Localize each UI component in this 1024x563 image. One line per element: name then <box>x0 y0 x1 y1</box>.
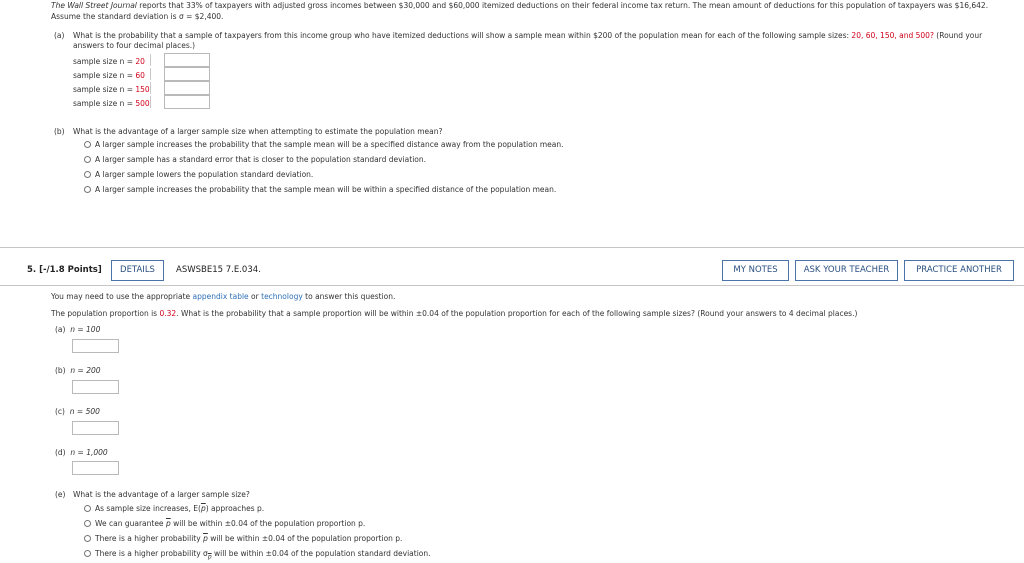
part-e-label: (e) <box>55 490 66 499</box>
part-b-question: What is the advantage of a larger sample size when attempting to estimate the population mean? <box>73 127 443 136</box>
sample-size-label: sample size n = 150 <box>73 85 150 94</box>
population-proportion: 0.32 <box>159 309 177 318</box>
radio-option[interactable]: There is a higher probability $\overline{p}$ will be within ±0.04 of the population proportion p. <box>84 534 402 543</box>
sample-size-label: sample size n = 60 <box>73 71 145 80</box>
question-prompt: The population proportion is 0.32. What is the probability that a sample proportion will be within ±0.04 of the population proportion for each of the following sample sizes? (Round your answers to 4 decimal places.) <box>51 309 858 318</box>
question-number: 5. [-/1.8 Points] <box>27 265 102 275</box>
sample-sizes: 20, 60, 150, and 500? <box>851 31 934 40</box>
radio-icon[interactable] <box>84 535 91 542</box>
answer-input-n150[interactable] <box>164 81 210 95</box>
answer-input-d[interactable] <box>72 461 119 475</box>
radio-icon[interactable] <box>84 520 91 527</box>
radio-icon[interactable] <box>84 505 91 512</box>
answer-input-n60[interactable] <box>164 67 210 81</box>
radio-icon[interactable] <box>84 186 91 193</box>
radio-option[interactable]: As sample size increases, $E(\overline{p})$ approaches p. <box>84 504 264 513</box>
part-a-rounding: answers to four decimal places.) <box>73 41 196 50</box>
radio-option[interactable]: A larger sample lowers the population standard deviation. <box>84 170 313 179</box>
part-label: (a) n = 100 <box>55 325 101 334</box>
question-code: ASWSBE15 7.E.034. <box>176 265 261 275</box>
hint-text: You may need to use the appropriate appendix table or technology to answer this question. <box>51 292 396 301</box>
ask-teacher-button[interactable]: ASK YOUR TEACHER <box>795 260 898 281</box>
question-points: [-/1.8 Points] <box>39 265 102 275</box>
radio-option[interactable]: A larger sample increases the probability that the sample mean will be a specified distance away from the population mean. <box>84 140 564 149</box>
intro-text: reports that 33% of taxpayers with adjusted gross incomes between $30,000 and $60,000 itemized deductions on their federal income tax return. The mean amount of deductions for this population of taxpayers was $16,642. <box>136 1 989 10</box>
appendix-table-link[interactable]: appendix table <box>192 292 249 301</box>
radio-icon[interactable] <box>84 156 91 163</box>
part-label: (d) n = 1,000 <box>55 448 108 457</box>
sample-size-label: sample size n = 20 <box>73 57 145 66</box>
technology-link[interactable]: technology <box>261 292 303 301</box>
radio-icon[interactable] <box>84 141 91 148</box>
std-dev-note: Assume the standard deviation is σ = $2,400. <box>51 12 224 21</box>
my-notes-button[interactable]: MY NOTES <box>722 260 789 281</box>
answer-input-n500[interactable] <box>164 95 210 109</box>
question-divider <box>0 247 1024 248</box>
part-label: (c) n = 500 <box>55 407 100 416</box>
part-b-label: (b) <box>54 127 65 136</box>
answer-input-b[interactable] <box>72 380 119 394</box>
source-title: The Wall Street Journal <box>51 1 137 10</box>
part-a-question: What is the probability that a sample of taxpayers from this income group who have itemized deductions will show a sample mean within $200 of the population mean for each of the following sample sizes: 20, 60, 150, and 500? (Round your <box>73 31 983 40</box>
part-label: (b) n = 200 <box>55 366 101 375</box>
radio-icon[interactable] <box>84 171 91 178</box>
sample-size-label: sample size n = 500 <box>73 99 150 108</box>
answer-input-n20[interactable] <box>164 53 210 67</box>
prev-question-intro <box>51 1 988 10</box>
answer-input-a[interactable] <box>72 339 119 353</box>
radio-option[interactable]: A larger sample has a standard error that is closer to the population standard deviation. <box>84 155 426 164</box>
part-a-label: (a) <box>54 31 65 40</box>
details-button[interactable]: DETAILS <box>111 260 164 281</box>
practice-another-button[interactable]: PRACTICE ANOTHER <box>904 260 1014 281</box>
header-divider <box>0 285 1024 286</box>
radio-option[interactable]: A larger sample increases the probability that the sample mean will be within a specified distance of the population mean. <box>84 185 556 194</box>
radio-option[interactable]: There is a higher probability $\sigma_{\overline{p}}$ will be within ±0.04 of the population standard deviation. <box>84 549 431 561</box>
radio-option[interactable]: We can guarantee $\overline{p}$ will be within ±0.04 of the population proportion p. <box>84 519 365 528</box>
part-e-question: What is the advantage of a larger sample size? <box>73 490 250 499</box>
answer-input-c[interactable] <box>72 421 119 435</box>
radio-icon[interactable] <box>84 550 91 557</box>
